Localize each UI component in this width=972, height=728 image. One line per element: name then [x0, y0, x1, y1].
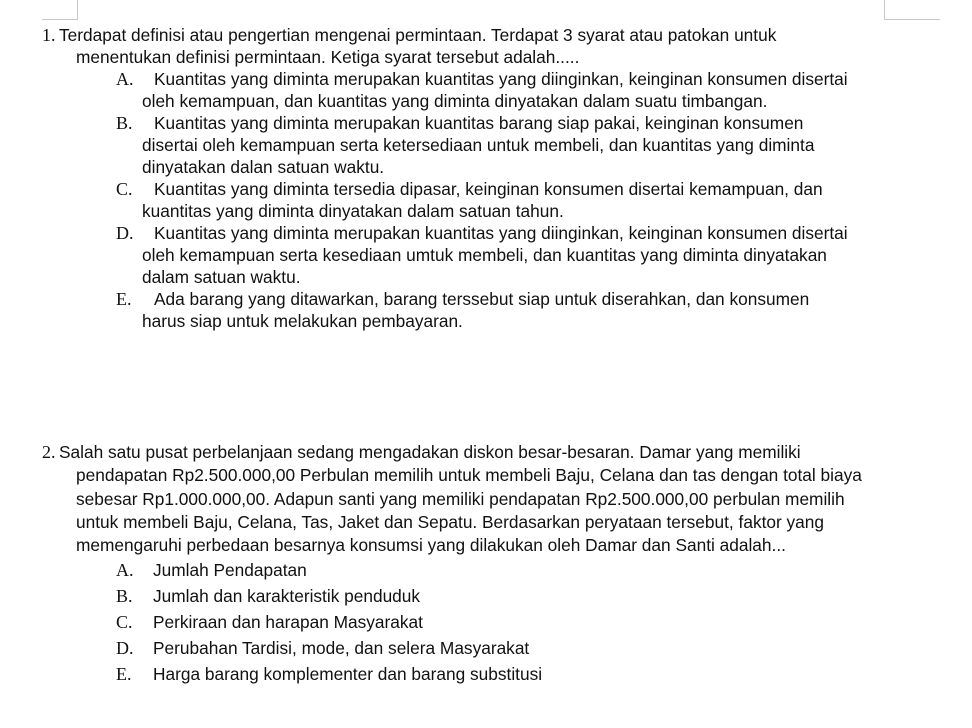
crop-mark-top-left-vertical	[77, 0, 78, 20]
question-1-option-b	[0, 112, 972, 178]
option-text: Perkiraan dan harapan Masyarakat	[153, 612, 423, 633]
option-text: Kuantitas yang diminta tersedia dipasar, keinginan konsumen disertai kemampuan, dan kuantitas yang diminta dinyatakan dalam satuan tahun.	[142, 179, 823, 221]
option-text: Jumlah dan karakteristik penduduk	[153, 586, 421, 607]
question-2-option-a	[0, 557, 972, 583]
question-1-options	[0, 68, 972, 332]
crop-mark-top-right-vertical	[884, 0, 885, 20]
option-letter: E.	[116, 289, 132, 309]
question-1-option-d	[0, 222, 972, 288]
option-text: Kuantitas yang diminta merupakan kuantitas barang siap pakai, keinginan konsumen disertai oleh kemampuan serta ketersediaan untuk membeli, dan kuantitas yang diminta dinyatakan dalan satuan waktu.	[142, 113, 815, 177]
crop-mark-top-right-horizontal	[884, 19, 940, 20]
option-letter: C.	[116, 179, 133, 199]
question-2-option-e	[0, 661, 972, 687]
question-1	[0, 24, 972, 332]
option-letter: A.	[116, 69, 134, 89]
option-letter: D.	[116, 638, 134, 659]
option-letter: A.	[116, 560, 134, 581]
question-1-number: 1.	[42, 25, 56, 45]
question-1-option-a	[0, 68, 972, 112]
option-text: Perubahan Tardisi, mode, dan selera Masyarakat	[153, 638, 530, 659]
option-letter: B.	[116, 586, 133, 607]
question-1-option-c	[0, 178, 972, 222]
question-2-option-d	[0, 635, 972, 661]
option-letter: E.	[116, 664, 132, 685]
option-letter: B.	[116, 113, 133, 133]
question-1-option-e	[0, 288, 972, 332]
option-text: Jumlah Pendapatan	[153, 560, 307, 581]
question-1-stem	[0, 24, 972, 68]
question-2-option-b	[0, 583, 972, 609]
question-2-options	[0, 557, 972, 687]
option-letter: C.	[116, 612, 133, 633]
question-2	[0, 441, 972, 687]
question-2-text: Salah satu pusat perbelanjaan sedang mengadakan diskon besar-besaran. Damar yang memiliki pendapatan Rp2.500.000,00 Perbulan memilih untuk membeli Baju, Celana dan tas dengan total biaya sebesar Rp1.000.000,00. Adapun santi yang memiliki pendapatan Rp2.500.000,00 perbulan memilih untuk membeli Baju, Celana, Tas, Jaket dan Sepatu. Berdasarkan peryataan tersebut, faktor yang memengaruhi perbedaan besarnya konsumsi yang dilakukan oleh Damar dan Santi adalah...	[59, 442, 862, 556]
option-text: Kuantitas yang diminta merupakan kuantitas yang diinginkan, keinginan konsumen disertai oleh kemampuan serta kesediaan umtuk membeli, dan kuantitas yang diminta dinyatakan dalam satuan waktu.	[142, 223, 848, 287]
option-text: Ada barang yang ditawarkan, barang terssebut siap untuk diserahkan, dan konsumen harus siap untuk melakukan pembayaran.	[142, 289, 810, 331]
question-2-stem	[0, 441, 972, 557]
option-text: Harga barang komplementer dan barang substitusi	[153, 664, 543, 685]
question-2-number: 2.	[42, 442, 56, 462]
option-text: Kuantitas yang diminta merupakan kuantitas yang diinginkan, keinginan konsumen disertai oleh kemampuan, dan kuantitas yang diminta dinyatakan dalam suatu timbangan.	[142, 69, 848, 111]
question-2-option-c	[0, 609, 972, 635]
crop-mark-top-left-horizontal	[42, 19, 78, 20]
question-1-text: Terdapat definisi atau pengertian mengenai permintaan. Terdapat 3 syarat atau patokan untuk menentukan definisi permintaan. Ketiga syarat tersebut adalah.....	[59, 25, 777, 67]
option-letter: D.	[116, 223, 134, 243]
